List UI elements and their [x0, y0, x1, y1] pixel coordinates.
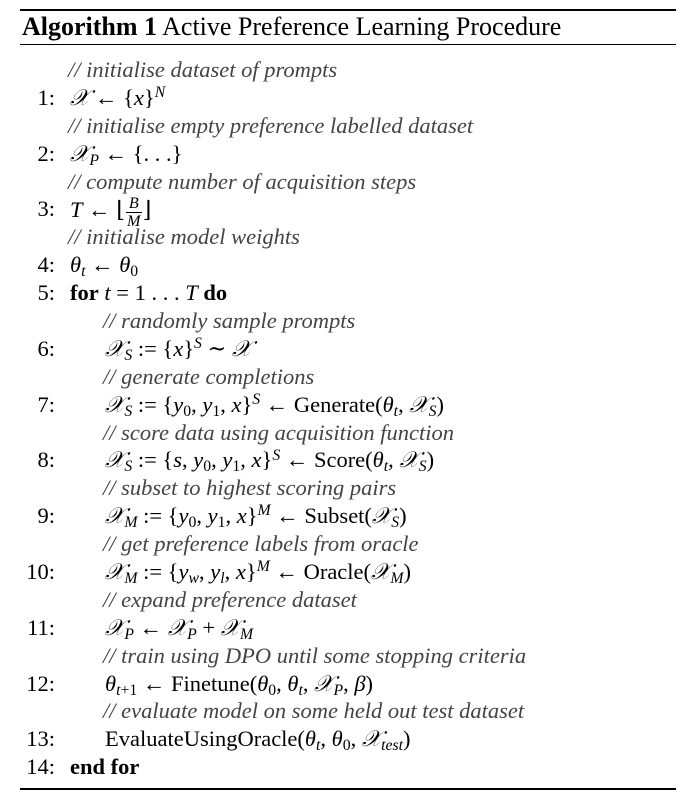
statement-line	[0, 753, 693, 781]
comment-line	[0, 307, 693, 335]
statement-line	[0, 140, 693, 168]
statement-text: 𝒳 ← $\{x\}^N$	[70, 84, 166, 110]
comment-line	[0, 697, 693, 725]
comment-text: // initialise empty preference labelled dataset	[68, 112, 474, 138]
comment-line	[0, 223, 693, 251]
line-number: 4:	[37, 252, 55, 278]
statement-text: 𝒳$_P$ ← 𝒳$_P$ + 𝒳$_M$	[105, 614, 254, 643]
line-number: 12:	[26, 670, 55, 696]
statement-line	[0, 502, 693, 530]
statement-line	[0, 614, 693, 642]
comment-line	[0, 474, 693, 502]
comment-text: // train using DPO until some stopping criteria	[103, 642, 527, 668]
line-number: 1:	[37, 84, 55, 110]
line-number: 11:	[27, 614, 55, 640]
comment-line	[0, 112, 693, 140]
comment-text: // evaluate model on some held out test dataset	[103, 698, 525, 724]
comment-text: // generate completions	[103, 363, 315, 389]
comment-text: // get preference labels from oracle	[103, 531, 419, 557]
algorithm-label: Algorithm 1	[22, 12, 158, 41]
statement-text: $\theta_{t+1}$ ← $Finetune(\theta_0$, $\theta_t$, 𝒳$_P$, β)	[105, 670, 374, 699]
statement-line	[0, 194, 693, 230]
statement-text: 𝒳$_S$ := {$y_0$, $y_1$, x}$^S$ ← $Generate(\theta_t$, 𝒳$_S$)	[105, 390, 445, 420]
line-number: 3:	[37, 196, 55, 222]
comment-text: // randomly sample prompts	[103, 308, 356, 334]
comment-line	[0, 586, 693, 614]
comment-line	[0, 530, 693, 558]
comment-text: // subset to highest scoring pairs	[103, 475, 397, 501]
statement-text: 𝒳$_M$ := {$y_w$, $y_l$, x}$^M$ ← Oracle(𝒳$_M$)	[105, 558, 412, 587]
bottom-rule	[20, 788, 676, 790]
statement-text: end for	[70, 754, 140, 780]
header-rule	[20, 44, 676, 45]
statement-text: $EvaluateUsingOracle(\theta_t$, $\theta_0$, 𝒳$_{test}$)	[105, 726, 411, 755]
statement-line	[0, 84, 693, 112]
statement-text: 𝒳$_M$ := {$y_0$, $y_1$, x}$^M$ ← Subset(𝒳$_S$)	[105, 502, 407, 532]
line-number: 13:	[26, 726, 55, 752]
line-number: 8:	[37, 447, 55, 473]
comment-text: // expand preference dataset	[103, 586, 357, 612]
algorithm-header	[22, 12, 561, 42]
line-number: 7:	[37, 391, 55, 417]
line-number: 6:	[37, 335, 55, 361]
line-number: 10:	[26, 559, 55, 585]
statement-line	[0, 670, 693, 698]
comment-line	[0, 642, 693, 670]
algorithm-title: Active Preference Learning Procedure	[162, 12, 562, 41]
statement-line	[0, 335, 693, 363]
statement-text: 𝒳$_S$ := {s, $y_0$, $y_1$, x}$^S$ ← $Score(\theta_t$, 𝒳$_S$)	[105, 446, 435, 476]
statement-text: 𝒳$_S$ := $\{x\}^S$ ∼ 𝒳	[105, 335, 252, 364]
line-number: 9:	[37, 503, 55, 529]
statement-text: for t = 1 . . . T do	[70, 280, 228, 306]
line-number: 14:	[26, 754, 55, 780]
comment-text: // compute number of acquisition steps	[68, 168, 417, 194]
statement-line	[0, 391, 693, 419]
comment-line	[0, 363, 693, 391]
top-rule	[20, 9, 676, 11]
comment-text: // initialise dataset of prompts	[68, 57, 338, 82]
statement-line	[0, 279, 693, 307]
statement-text: T ← ⌊ $\frac{B}{M}$ ⌋	[70, 194, 152, 230]
statement-line	[0, 251, 693, 279]
comment-line	[0, 168, 693, 196]
statement-text: $\theta_t$ ← $\theta_0$	[70, 252, 139, 281]
statement-line	[0, 558, 693, 586]
comment-text: // initialise model weights	[68, 224, 300, 250]
statement-line	[0, 725, 693, 753]
comment-line	[0, 56, 693, 84]
line-number: 5:	[37, 280, 55, 306]
algorithm-body	[0, 56, 693, 781]
statement-text: 𝒳$_P$ ← {. . .}	[70, 140, 183, 169]
line-number: 2:	[37, 140, 55, 166]
comment-line	[0, 419, 693, 447]
statement-line	[0, 446, 693, 474]
comment-text: // score data using acquisition function	[103, 419, 455, 445]
